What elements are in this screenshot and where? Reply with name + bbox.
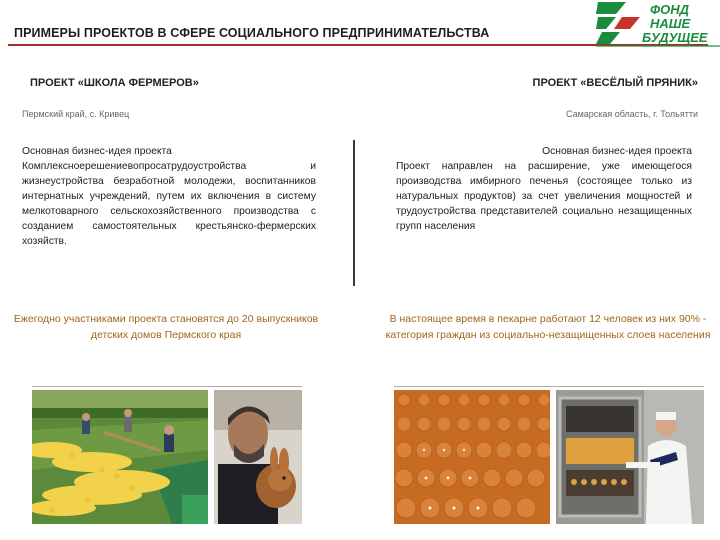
right-project-title: ПРОЕКТ «ВЕСЁЛЫЙ ПРЯНИК» — [532, 77, 698, 89]
left-idea-heading: Основная бизнес-идея проекта — [22, 146, 172, 157]
logo-line2: НАШЕ — [650, 16, 691, 31]
left-project-idea — [22, 144, 316, 249]
right-project-location: Самарская область, г. Тольятти — [565, 109, 698, 119]
right-photo-rule — [394, 386, 704, 387]
logo-line1: ФОНД — [650, 2, 690, 17]
left-project-location: Пермский край, с. Кривец — [22, 109, 130, 119]
left-project-title: ПРОЕКТ «ШКОЛА ФЕРМЕРОВ» — [30, 77, 199, 89]
left-project-highlight: Ежегодно участниками проекта становятся до 20 выпускников детских домов Пермского края — [13, 313, 319, 341]
right-project-highlight: В настоящее время в пекарне работают 12 человек из них 90% - категория граждан из социально-незащищенных слоев населения — [385, 313, 711, 341]
baker-oven-photo — [556, 390, 704, 524]
right-project-idea — [396, 144, 692, 234]
right-idea-heading: Основная бизнес-идея проекта — [542, 146, 692, 157]
right-idea-text: Проект направлен на расширение, уже имеющегося производства имбирного печенья (состоящее только из натуральных продуктов) за счет увеличения мощностей и трудоустройства представителей социально незащищенных групп населения — [396, 161, 692, 232]
left-photo-rule — [32, 386, 302, 387]
column-divider — [353, 140, 355, 286]
gingerbread-tray-photo — [394, 390, 550, 524]
farm-field-photo — [32, 390, 208, 524]
logo-line3: БУДУЩЕЕ — [642, 30, 708, 45]
logo-mark — [596, 2, 640, 44]
fund-logo — [596, 0, 720, 48]
left-idea-text: Комплексноерешениевопросатрудоустройства и жизнеустройства безработной молодежи, воспитанников интернатных учреждений, путем их включения в систему мелкотоварного сельскохозяйственного производства с созданием самостоятельных крестьянско-фермерских хозяйств. — [22, 161, 316, 247]
farmer-portrait-photo — [214, 390, 302, 524]
page-title: ПРИМЕРЫ ПРОЕКТОВ В СФЕРЕ СОЦИАЛЬНОГО ПРЕДПРИНИМАТЕЛЬСТВА — [14, 26, 490, 40]
